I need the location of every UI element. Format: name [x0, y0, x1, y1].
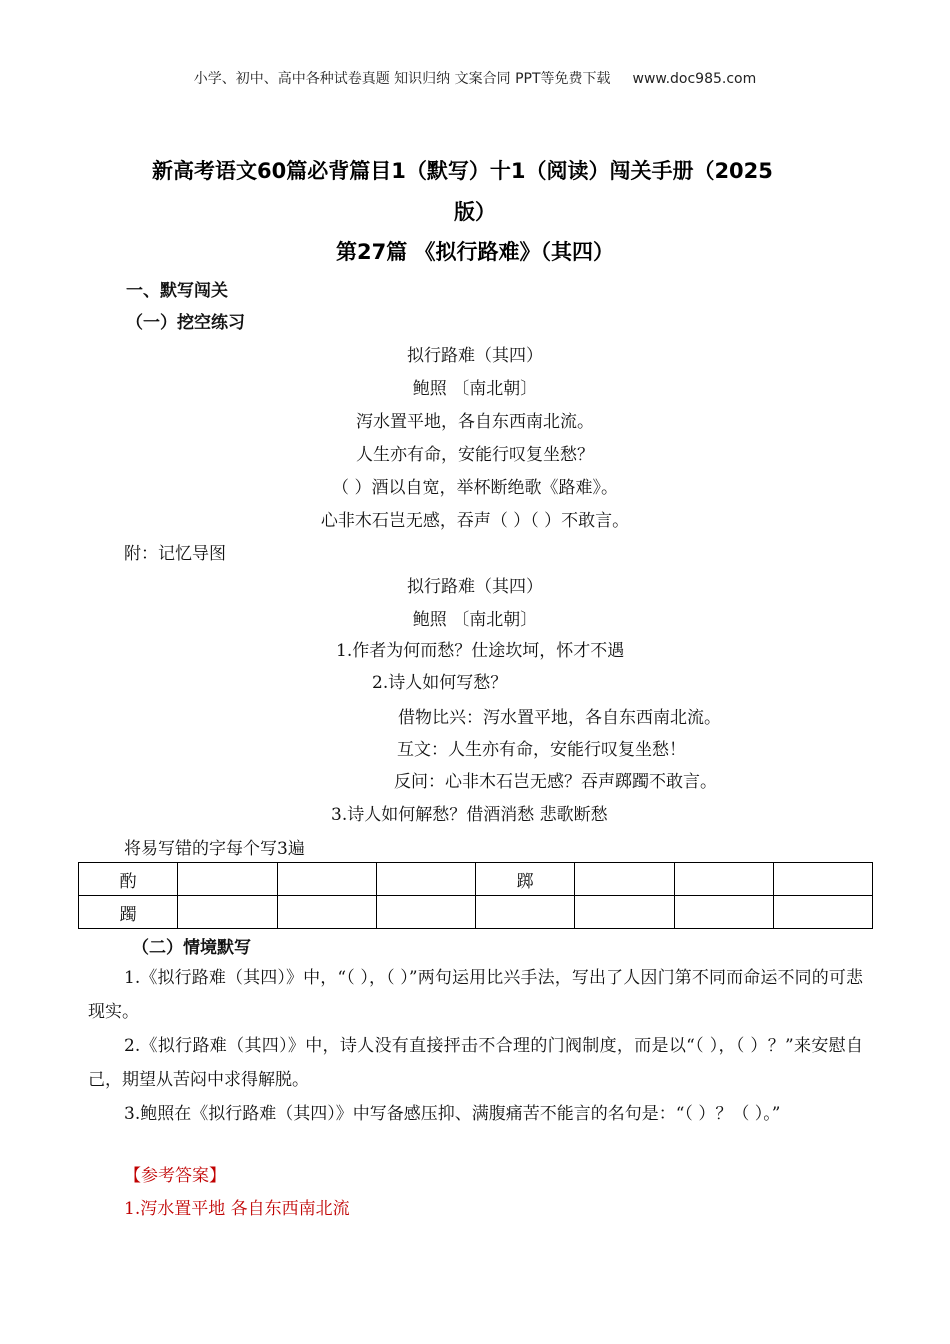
- practice-cell[interactable]: [674, 863, 773, 896]
- poem-title: 拟行路难（其四）: [407, 346, 543, 366]
- practice-cell[interactable]: [376, 896, 475, 929]
- mindmap-item: 2.诗人如何写愁？: [372, 673, 508, 693]
- poem-line: 心非木石岂无感，吞声（ ）（ ）不敢言。: [320, 511, 630, 531]
- mindmap-item: 3.诗人如何解愁？借酒消愁 悲歌断愁: [331, 805, 608, 825]
- mindmap-poem-author: 鲍照 〔南北朝〕: [412, 610, 538, 630]
- practice-cell[interactable]: [178, 896, 277, 929]
- practice-char: 酌: [79, 863, 178, 896]
- doc-title-line1: 新高考语文60篇必背篇目1（默写）十1（阅读）闯关手册（2025: [152, 159, 773, 183]
- chapter-title: 第27篇 《拟行路难》（其四）: [335, 240, 615, 264]
- answer-1: 1.泻水置平地 各自东西南北流: [124, 1199, 350, 1219]
- subsection-heading-context: （二）情境默写: [132, 938, 251, 958]
- practice-table: [78, 862, 873, 929]
- practice-cell[interactable]: [376, 863, 475, 896]
- site-header: [0, 68, 950, 88]
- table-row: [79, 896, 873, 929]
- header-url[interactable]: www.doc985.com: [632, 71, 757, 87]
- practice-cell[interactable]: [575, 896, 674, 929]
- practice-cell[interactable]: [773, 896, 872, 929]
- practice-cell[interactable]: [277, 863, 376, 896]
- practice-cell[interactable]: [476, 896, 575, 929]
- table-row: [79, 863, 873, 896]
- doc-title-line2: 版）: [454, 200, 496, 224]
- answers-heading: 【参考答案】: [124, 1166, 226, 1186]
- mindmap-label: 附：记忆导图: [124, 544, 226, 564]
- mindmap-item: 借物比兴：泻水置平地，各自东西南北流。: [398, 708, 721, 728]
- question-text: 3.鲍照在《拟行路难（其四）》中写备感压抑、满腹痛苦不能言的名句是：“（ ）？（ ）。”: [124, 1104, 781, 1124]
- practice-char: 躅: [79, 896, 178, 929]
- question-1: [88, 961, 863, 1029]
- question-3: [88, 1097, 863, 1131]
- question-text: 2.《拟行路难（其四）》中，诗人没有直接抨击不合理的门阀制度，而是以“（ ），（ ）？”来安慰自己，期望从苦闷中求得解脱。: [88, 1036, 863, 1090]
- question-2: [88, 1029, 863, 1097]
- subsection-heading-fill-blank: （一）挖空练习: [126, 313, 245, 333]
- section-heading-dictation: 一、默写闯关: [126, 281, 228, 301]
- mindmap-item: 反问：心非木石岂无感？吞声踯躅不敢言。: [394, 772, 717, 792]
- practice-cell[interactable]: [178, 863, 277, 896]
- practice-cell[interactable]: [277, 896, 376, 929]
- practice-cell[interactable]: [674, 896, 773, 929]
- header-text: 小学、初中、高中各种试卷真题 知识归纳 文案合同 PPT等免费下载: [193, 71, 611, 87]
- mindmap-poem-title: 拟行路难（其四）: [407, 577, 543, 597]
- practice-cell[interactable]: [575, 863, 674, 896]
- practice-cell[interactable]: [773, 863, 872, 896]
- poem-author: 鲍照 〔南北朝〕: [412, 379, 538, 399]
- poem-line: 人生亦有命，安能行叹复坐愁？: [356, 445, 594, 465]
- practice-label: 将易写错的字每个写3遍: [124, 839, 305, 859]
- poem-line: （ ）酒以自宽，举杯断绝歌《路难》。: [332, 478, 618, 498]
- mindmap-item: 1.作者为何而愁？仕途坎坷，怀才不遇: [336, 641, 625, 661]
- practice-char: 踯: [476, 863, 575, 896]
- mindmap-item: 互文：人生亦有命，安能行叹复坐愁！: [397, 740, 686, 760]
- poem-line: 泻水置平地，各自东西南北流。: [356, 412, 594, 432]
- question-text: 1.《拟行路难（其四）》中，“（ ），（ ）”两句运用比兴手法，写出了人因门第不同而命运不同的可悲现实。: [88, 968, 863, 1022]
